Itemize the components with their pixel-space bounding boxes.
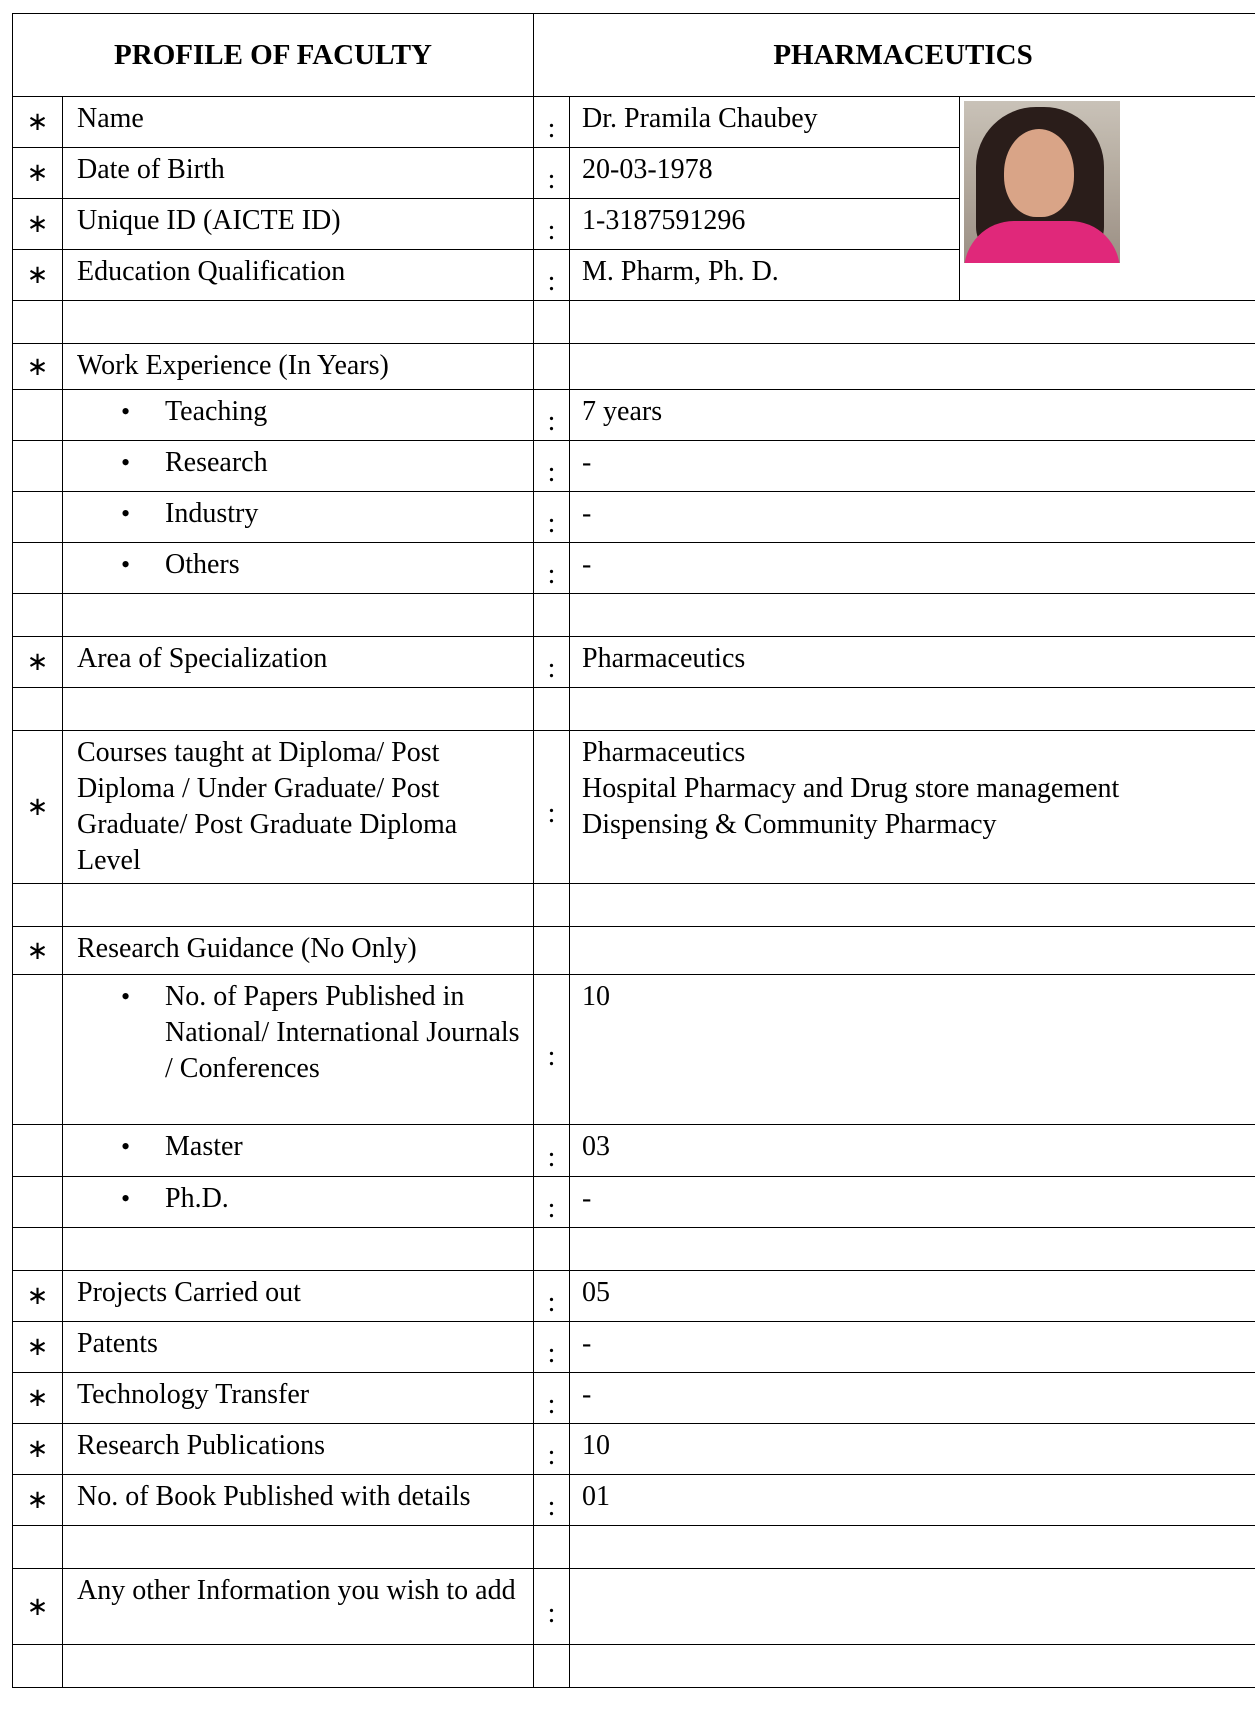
star-marker: ∗	[13, 148, 63, 199]
star-marker: ∗	[13, 250, 63, 301]
industry-label: Industry	[165, 498, 259, 529]
bullet-icon: •	[121, 550, 131, 579]
technology-transfer-label: Technology Transfer	[63, 1373, 534, 1424]
colon-separator: :	[534, 1475, 570, 1526]
bullet-icon: •	[121, 1184, 131, 1213]
colon-separator: :	[534, 1125, 570, 1177]
star-marker: ∗	[13, 1475, 63, 1526]
spacer-row	[13, 594, 1255, 637]
research-publications-value: 10	[570, 1424, 1255, 1475]
row-patents	[13, 1322, 1255, 1373]
work-experience-label: Work Experience (In Years)	[63, 344, 534, 390]
colon-separator: :	[534, 1569, 570, 1645]
colon-separator: :	[534, 637, 570, 688]
star-marker: ∗	[13, 1569, 63, 1645]
specialization-value: Pharmaceutics	[570, 637, 1255, 688]
row-research-guidance	[13, 927, 1255, 975]
name-value: Dr. Pramila Chaubey	[570, 97, 960, 148]
research-publications-label: Research Publications	[63, 1424, 534, 1475]
books-label: No. of Book Published with details	[63, 1475, 534, 1526]
other-information-label: Any other Information you wish to add	[63, 1569, 534, 1645]
other-information-value	[570, 1569, 1255, 1645]
course-item: Pharmaceutics	[582, 737, 746, 768]
colon-separator: :	[534, 492, 570, 543]
star-marker: ∗	[13, 97, 63, 148]
patents-value: -	[570, 1322, 1255, 1373]
row-others	[13, 543, 1255, 594]
spacer-row	[13, 884, 1255, 927]
row-projects	[13, 1271, 1255, 1322]
colon-separator: :	[534, 1322, 570, 1373]
spacer-row	[13, 1645, 1255, 1688]
bullet-icon: •	[121, 397, 131, 426]
colon-separator: :	[534, 441, 570, 492]
row-work-experience	[13, 344, 1255, 390]
industry-value: -	[570, 492, 1255, 543]
research-value: -	[570, 441, 1255, 492]
course-item: Dispensing & Community Pharmacy	[582, 809, 997, 840]
bullet-icon: •	[121, 1132, 131, 1161]
star-marker: ∗	[13, 1373, 63, 1424]
photo-cell	[960, 97, 1255, 301]
course-item: Hospital Pharmacy and Drug store management	[582, 773, 1120, 804]
faculty-photo	[964, 101, 1120, 263]
papers-value: 10	[570, 975, 1255, 1125]
technology-transfer-value: -	[570, 1373, 1255, 1424]
colon-separator: :	[534, 1271, 570, 1322]
phd-value: -	[570, 1177, 1255, 1228]
colon-separator: :	[534, 975, 570, 1125]
colon-separator: :	[534, 97, 570, 148]
row-master	[13, 1125, 1255, 1177]
row-books	[13, 1475, 1255, 1526]
teaching-label: Teaching	[165, 396, 268, 427]
row-technology-transfer	[13, 1373, 1255, 1424]
research-label: Research	[165, 447, 268, 478]
colon-separator: :	[534, 1424, 570, 1475]
others-value: -	[570, 543, 1255, 594]
profile-table	[12, 13, 1255, 1688]
row-specialization	[13, 637, 1255, 688]
research-guidance-label: Research Guidance (No Only)	[63, 927, 534, 975]
dob-value: 20-03-1978	[570, 148, 960, 199]
spacer-row	[13, 1526, 1255, 1569]
star-marker: ∗	[13, 731, 63, 884]
row-other-information	[13, 1569, 1255, 1645]
row-teaching	[13, 390, 1255, 441]
row-papers	[13, 975, 1255, 1125]
star-marker: ∗	[13, 1424, 63, 1475]
bullet-icon: •	[121, 448, 131, 477]
others-label: Others	[165, 549, 240, 580]
colon-separator: :	[534, 199, 570, 250]
star-marker: ∗	[13, 199, 63, 250]
star-marker: ∗	[13, 1322, 63, 1373]
colon-separator: :	[534, 390, 570, 441]
dob-label: Date of Birth	[63, 148, 534, 199]
row-research	[13, 441, 1255, 492]
department-title: PHARMACEUTICS	[534, 14, 1255, 97]
projects-label: Projects Carried out	[63, 1271, 534, 1322]
colon-separator: :	[534, 1177, 570, 1228]
row-name	[13, 97, 1255, 148]
projects-value: 05	[570, 1271, 1255, 1322]
papers-label: No. of Papers Published in National/ International Journals / Conferences	[165, 981, 520, 1084]
master-label: Master	[165, 1131, 243, 1162]
row-research-publications	[13, 1424, 1255, 1475]
row-phd	[13, 1177, 1255, 1228]
row-courses	[13, 731, 1255, 884]
row-industry	[13, 492, 1255, 543]
bullet-icon: •	[121, 499, 131, 528]
header-row	[13, 14, 1255, 97]
star-marker: ∗	[13, 927, 63, 975]
colon-separator: :	[534, 543, 570, 594]
courses-value-list	[570, 731, 1255, 884]
colon-separator: :	[534, 250, 570, 301]
spacer-row	[13, 688, 1255, 731]
courses-label: Courses taught at Diploma/ Post Diploma / Under Graduate/ Post Graduate/ Post Graduate Diploma Level	[63, 731, 534, 884]
faculty-profile-document	[12, 13, 1255, 1688]
profile-title: PROFILE OF FACULTY	[13, 14, 534, 97]
books-value: 01	[570, 1475, 1255, 1526]
patents-label: Patents	[63, 1322, 534, 1373]
aicte-id-label: Unique ID (AICTE ID)	[63, 199, 534, 250]
photo-face	[1004, 129, 1074, 217]
colon-separator: :	[534, 1373, 570, 1424]
aicte-id-value: 1-3187591296	[570, 199, 960, 250]
star-marker: ∗	[13, 344, 63, 390]
colon-separator: :	[534, 731, 570, 884]
spacer-row	[13, 1228, 1255, 1271]
bullet-icon: •	[121, 982, 131, 1011]
spacer-row	[13, 301, 1255, 344]
teaching-value: 7 years	[570, 390, 1255, 441]
colon-separator: :	[534, 148, 570, 199]
star-marker: ∗	[13, 1271, 63, 1322]
star-marker: ∗	[13, 637, 63, 688]
education-value: M. Pharm, Ph. D.	[570, 250, 960, 301]
education-label: Education Qualification	[63, 250, 534, 301]
name-label: Name	[63, 97, 534, 148]
master-value: 03	[570, 1125, 1255, 1177]
phd-label: Ph.D.	[165, 1183, 229, 1214]
specialization-label: Area of Specialization	[63, 637, 534, 688]
